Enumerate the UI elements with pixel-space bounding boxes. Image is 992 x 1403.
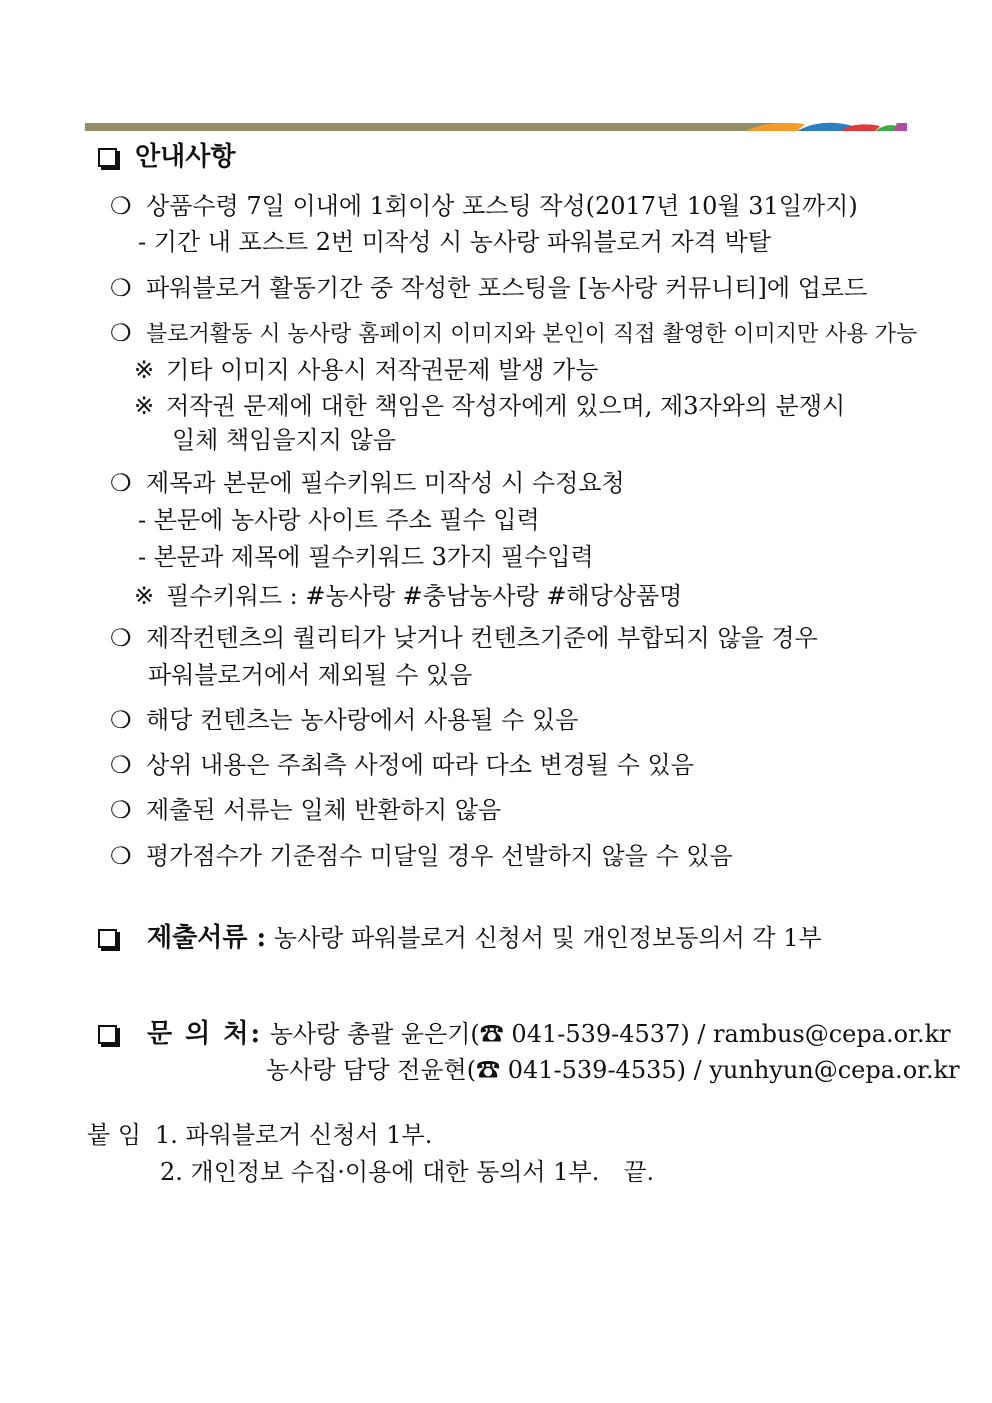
contact-label: 문 의 처: (147, 1019, 263, 1049)
notice-section-title: 안내사항 (98, 140, 235, 174)
circle-bullet-icon: ❍ (110, 751, 132, 779)
notice-item-8: ❍ 제출된 서류는 일체 반환하지 않음 (110, 796, 502, 824)
header-color-bar (85, 122, 907, 132)
notice-item-1: ❍ 상품수령 7일 이내에 1회이상 포스팅 작성(2017년 10월 31일까지) (110, 192, 858, 220)
circle-bullet-icon: ❍ (110, 796, 132, 824)
checkbox-square-icon (98, 148, 117, 167)
checkbox-square-icon (98, 1025, 117, 1044)
documents-row (98, 922, 822, 954)
notice-item-4: ❍ 제목과 본문에 필수키워드 미작성 시 수정요청 (110, 469, 625, 497)
circle-bullet-icon: ❍ (110, 842, 132, 870)
attachment-row-2: 2. 개인정보 수집·이용에 대한 동의서 1부. 끝. (160, 1158, 655, 1186)
contact-line-1: 농사랑 총괄 윤은기(☎ 041-539-4537) / rambus@cepa.or.kr (269, 1020, 951, 1048)
notice-item-7: ❍ 상위 내용은 주최측 사정에 따라 다소 변경될 수 있음 (110, 751, 694, 779)
documents-value: 농사랑 파워블로거 신청서 및 개인정보동의서 각 1부 (273, 924, 822, 952)
notice-item-5-cont: 파워블로거에서 제외될 수 있음 (148, 661, 473, 689)
reference-mark-icon: ※ (134, 392, 155, 420)
contact-row (98, 1018, 951, 1050)
notice-subitem-2: - 본문에 농사랑 사이트 주소 필수 입력 (138, 506, 540, 534)
notice-ref-1: ※ 기타 이미지 사용시 저작권문제 발생 가능 (134, 356, 599, 384)
notice-ref-2-cont: 일체 책임을지지 않음 (172, 426, 396, 454)
circle-bullet-icon: ❍ (110, 274, 132, 302)
circle-bullet-icon: ❍ (110, 319, 132, 347)
attachment-row-1: 붙 임 1. 파워블로거 신청서 1부. (87, 1121, 433, 1149)
notice-ref-3: ※ 필수키워드 : #농사랑 #충남농사랑 #해당상품명 (134, 582, 683, 610)
circle-bullet-icon: ❍ (110, 624, 132, 652)
attachment-label: 붙 임 (87, 1121, 141, 1149)
reference-mark-icon: ※ (134, 582, 155, 610)
circle-bullet-icon: ❍ (110, 706, 132, 734)
notice-subitem-3: - 본문과 제목에 필수키워드 3가지 필수입력 (138, 543, 594, 571)
checkbox-square-icon (98, 929, 117, 948)
notice-item-2: ❍ 파워블로거 활동기간 중 작성한 포스팅을 [농사랑 커뮤니티]에 업로드 (110, 274, 868, 302)
notice-item-5: ❍ 제작컨텐츠의 퀄리티가 낮거나 컨텐츠기준에 부합되지 않을 경우 (110, 624, 818, 652)
circle-bullet-icon: ❍ (110, 192, 132, 220)
notice-ref-2: ※ 저작권 문제에 대한 책임은 작성자에게 있으며, 제3자와의 분쟁시 (134, 392, 846, 420)
end-mark: 끝. (623, 1158, 655, 1186)
documents-label: 제출서류 : (147, 923, 267, 953)
circle-bullet-icon: ❍ (110, 469, 132, 497)
notice-subitem-1: - 기간 내 포스트 2번 미작성 시 농사랑 파워블로거 자격 박탈 (138, 228, 771, 256)
contact-line-2: 농사랑 담당 전윤현(☎ 041-539-4535) / yunhyun@cepa.or.kr (266, 1056, 960, 1084)
notice-item-9: ❍ 평가점수가 기준점수 미달일 경우 선발하지 않을 수 있음 (110, 842, 733, 870)
notice-item-6: ❍ 해당 컨텐츠는 농사랑에서 사용될 수 있음 (110, 706, 579, 734)
reference-mark-icon: ※ (134, 356, 155, 384)
notice-item-3: ❍ 블로거활동 시 농사랑 홈페이지 이미지와 본인이 직접 촬영한 이미지만 사용 가능 (110, 319, 918, 347)
